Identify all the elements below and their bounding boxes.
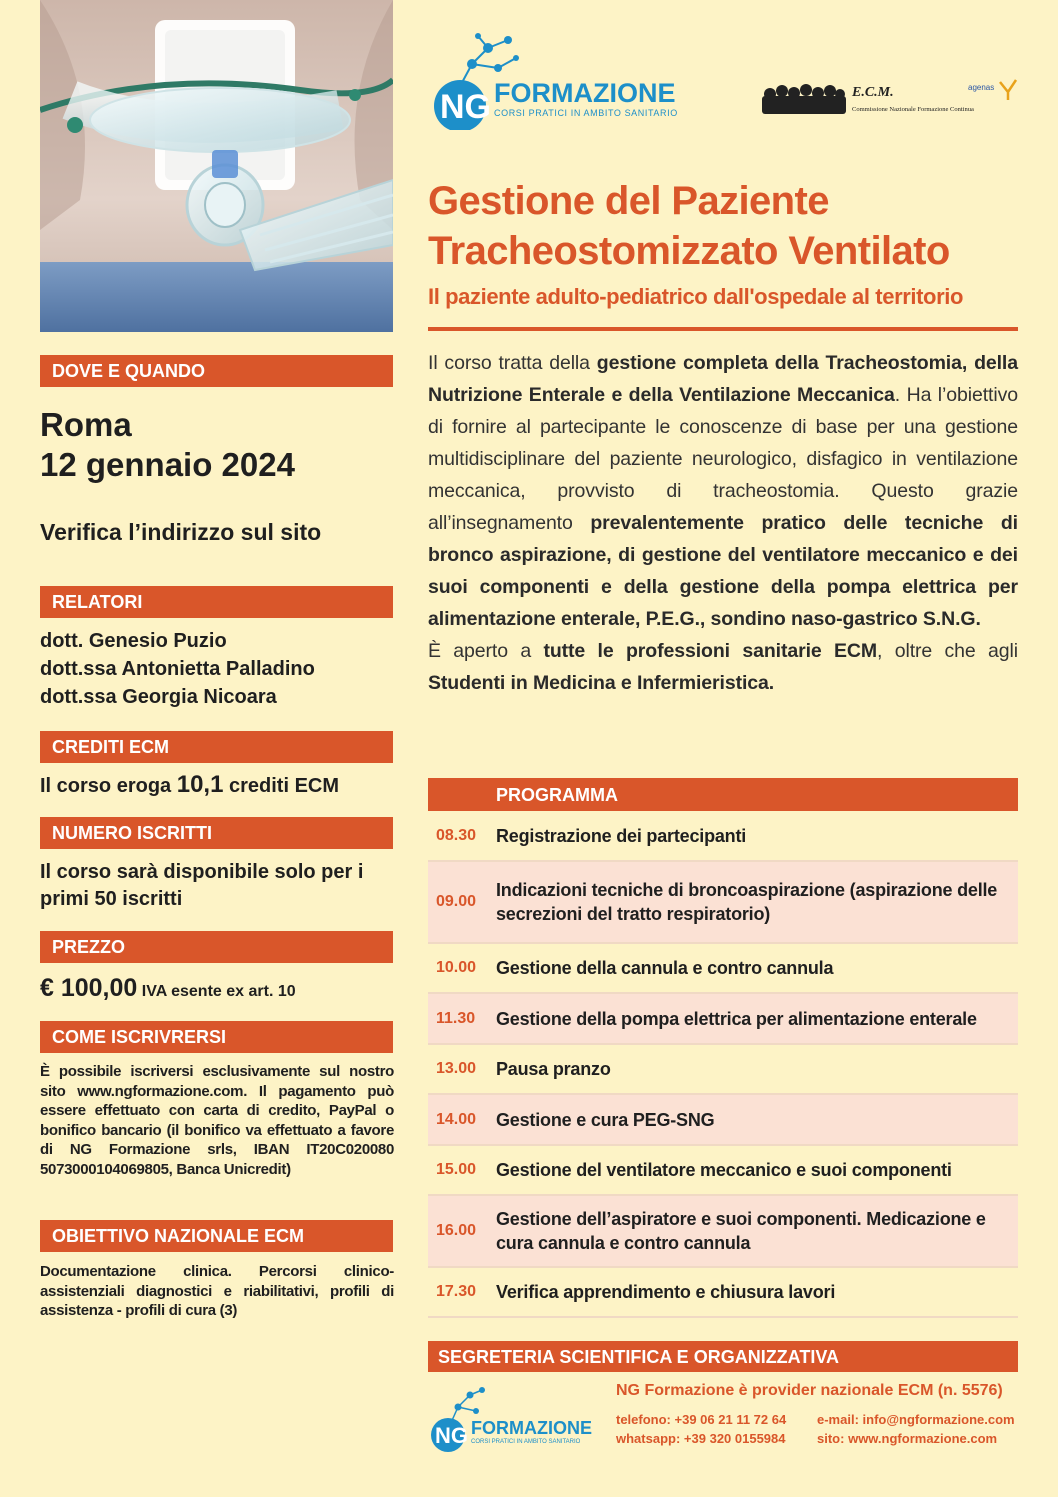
price-amount: € 100,00 bbox=[40, 974, 138, 1002]
logo-small-ng: NG bbox=[435, 1423, 468, 1448]
desc-p1-d: prevalentemente pratico delle tecniche di bronco aspirazione, di gestione del ventilatore meccanico e dei suoi componenti e della gestione della pompa elettrica per alimentazione enterale, P.E.G., sondino naso-gastrico S.N.G. bbox=[428, 512, 1018, 630]
site-label: sito: bbox=[817, 1431, 845, 1446]
enrollment-text: Il corso sarà disponibile solo per i primi 50 iscritti bbox=[40, 861, 364, 910]
price-note: IVA esente ex art. 10 bbox=[137, 983, 296, 1000]
program-row bbox=[428, 1146, 1018, 1196]
phone-label: telefono: bbox=[616, 1412, 671, 1427]
provider-note: NG Formazione è provider nazionale ECM (n. 5576) bbox=[616, 1382, 1003, 1399]
ng-formazione-logo-small bbox=[428, 1385, 608, 1453]
site-link[interactable]: www.ngformazione.com bbox=[848, 1431, 998, 1446]
ecm-mark: E.C.M. bbox=[852, 85, 894, 100]
hero-photo bbox=[40, 0, 393, 332]
date: 12 gennaio 2024 bbox=[40, 446, 295, 483]
ecm-logo bbox=[760, 78, 1020, 118]
program-activity: Gestione del ventilatore meccanico e suoi componenti bbox=[496, 1160, 952, 1180]
city: Roma bbox=[40, 406, 132, 443]
program-time: 16.00 bbox=[436, 1222, 477, 1239]
title-divider bbox=[428, 327, 1018, 331]
title-line-1: Gestione del Paziente bbox=[428, 179, 829, 223]
title-line-2: Tracheostomizzato Ventilato bbox=[428, 229, 950, 273]
email-link[interactable]: info@ngformazione.com bbox=[862, 1412, 1015, 1427]
program-table bbox=[428, 812, 1018, 1318]
program-time: 15.00 bbox=[436, 1161, 477, 1178]
desc-p2-b: tutte le professioni sanitarie ECM bbox=[543, 640, 878, 662]
program-time: 11.30 bbox=[436, 1009, 476, 1027]
program-activity: Gestione della cannula e contro cannula bbox=[496, 958, 834, 978]
enrollment-header: NUMERO ISCRITTI bbox=[40, 817, 393, 849]
credits-before: Il corso eroga bbox=[40, 775, 177, 797]
price-header: PREZZO bbox=[40, 931, 393, 963]
register-header: COME ISCRIVRERSI bbox=[40, 1021, 393, 1053]
course-title bbox=[428, 176, 1028, 276]
agenas-label: agenas bbox=[968, 83, 995, 92]
speaker-item: dott.ssa Georgia Nicoara bbox=[40, 686, 277, 708]
logo-small-name: FORMAZIONE bbox=[471, 1418, 592, 1438]
whatsapp-label: whatsapp: bbox=[616, 1431, 681, 1446]
credits-text bbox=[40, 771, 400, 799]
ng-formazione-logo bbox=[428, 30, 698, 130]
program-header: PROGRAMMA bbox=[428, 778, 1018, 811]
desc-p1-c: . Ha l’obiettivo di fornire al partecipante le conoscenze di base per una gestione multidisciplinare del paziente neurologico, disfagico in ventilazione meccanica, provvisto di tracheostomia. Questo grazie all’insegnamento bbox=[428, 384, 1018, 534]
program-row bbox=[428, 862, 1018, 944]
program-activity: Gestione e cura PEG-SNG bbox=[496, 1109, 715, 1130]
program-row bbox=[428, 1045, 1018, 1095]
logo-small-tagline: CORSI PRATICI IN AMBITO SANITARIO bbox=[471, 1439, 581, 1445]
desc-p2-d: Studenti in Medicina e Infermieristica. bbox=[428, 672, 775, 694]
desc-p2-a: È aperto a bbox=[428, 640, 544, 662]
program-row bbox=[428, 944, 1018, 994]
program-activity: Gestione della pompa elettrica per alimentazione enterale bbox=[496, 1008, 977, 1029]
program-time: 17.30 bbox=[436, 1283, 477, 1300]
course-description bbox=[428, 347, 1018, 699]
credits-after: crediti ECM bbox=[223, 775, 340, 797]
objective-header: OBIETTIVO NAZIONALE ECM bbox=[40, 1220, 393, 1252]
whatsapp-value[interactable]: +39 320 0155984 bbox=[683, 1431, 786, 1446]
program-row bbox=[428, 1268, 1018, 1318]
program-row bbox=[428, 994, 1018, 1045]
phone-value[interactable]: +39 06 21 11 72 64 bbox=[674, 1412, 787, 1427]
program-time: 09.00 bbox=[436, 893, 477, 910]
price-text bbox=[40, 974, 400, 1003]
where-city bbox=[40, 405, 400, 485]
program-activity: Verifica apprendimento e chiusura lavori bbox=[496, 1282, 836, 1302]
logo-name: FORMAZIONE bbox=[494, 78, 676, 108]
program-time: 13.00 bbox=[436, 1060, 477, 1077]
program-time: 14.00 bbox=[436, 1110, 477, 1128]
program-row bbox=[428, 812, 1018, 862]
secretary-header: SEGRETERIA SCIENTIFICA E ORGANIZZATIVA bbox=[428, 1341, 1018, 1372]
program-row bbox=[428, 1095, 1018, 1146]
course-subtitle: Il paziente adulto-pediatrico dall'ospedale al territorio bbox=[428, 284, 963, 309]
objective-text: Documentazione clinica. Percorsi clinico-assistenziali diagnostici e riabilitativi, profili di assistenza - profili di cura (3) bbox=[40, 1263, 394, 1319]
contact-online bbox=[817, 1410, 1015, 1448]
logo-tagline: CORSI PRATICI IN AMBITO SANITARIO bbox=[494, 108, 678, 118]
program-activity: Pausa pranzo bbox=[496, 1059, 611, 1079]
program-activity: Indicazioni tecniche di broncoaspirazione (aspirazione delle secrezioni del tratto respiratorio) bbox=[496, 880, 998, 924]
credits-value: 10,1 bbox=[176, 771, 224, 798]
program-time: 10.00 bbox=[436, 959, 477, 976]
speaker-item: dott. Genesio Puzio bbox=[40, 630, 227, 652]
speakers-header: RELATORI bbox=[40, 586, 393, 618]
program-activity: Gestione dell’aspiratore e suoi componenti. Medicazione e cura cannula e contro cannula bbox=[496, 1209, 986, 1253]
credits-header: CREDITI ECM bbox=[40, 731, 393, 763]
desc-p2-c: , oltre che agli bbox=[877, 640, 1018, 662]
program-row bbox=[428, 1196, 1018, 1268]
desc-p1-b: gestione completa della Tracheostomia, della Nutrizione Enterale e della Ventilazione Meccanica bbox=[428, 352, 1018, 406]
where-header: DOVE E QUANDO bbox=[40, 355, 393, 387]
speaker-item: dott.ssa Antonietta Palladino bbox=[40, 658, 315, 680]
program-activity: Registrazione dei partecipanti bbox=[496, 826, 747, 846]
desc-p1-a: Il corso tratta della bbox=[428, 352, 597, 374]
speakers-list bbox=[40, 627, 400, 711]
email-label: e-mail: bbox=[817, 1412, 859, 1427]
contact-phones bbox=[616, 1410, 786, 1448]
logo-ng: NG bbox=[440, 88, 491, 126]
verify-address: Verifica l’indirizzo sul sito bbox=[40, 519, 322, 545]
ecm-caption: Commissione Nazionale Formazione Continua bbox=[852, 106, 974, 113]
program-time: 08.30 bbox=[436, 827, 477, 844]
register-text: È possibile iscriversi esclusivamente sul nostro sito www.ngformazione.com. Il pagamento può essere effettuato con carta di credito, PayPal o bonifico bancario (il bonifico va effettuato a favore di NG Formazione srls, IBAN IT20C020080 5073000104069805, Banca Unicredit) bbox=[40, 1063, 394, 1178]
